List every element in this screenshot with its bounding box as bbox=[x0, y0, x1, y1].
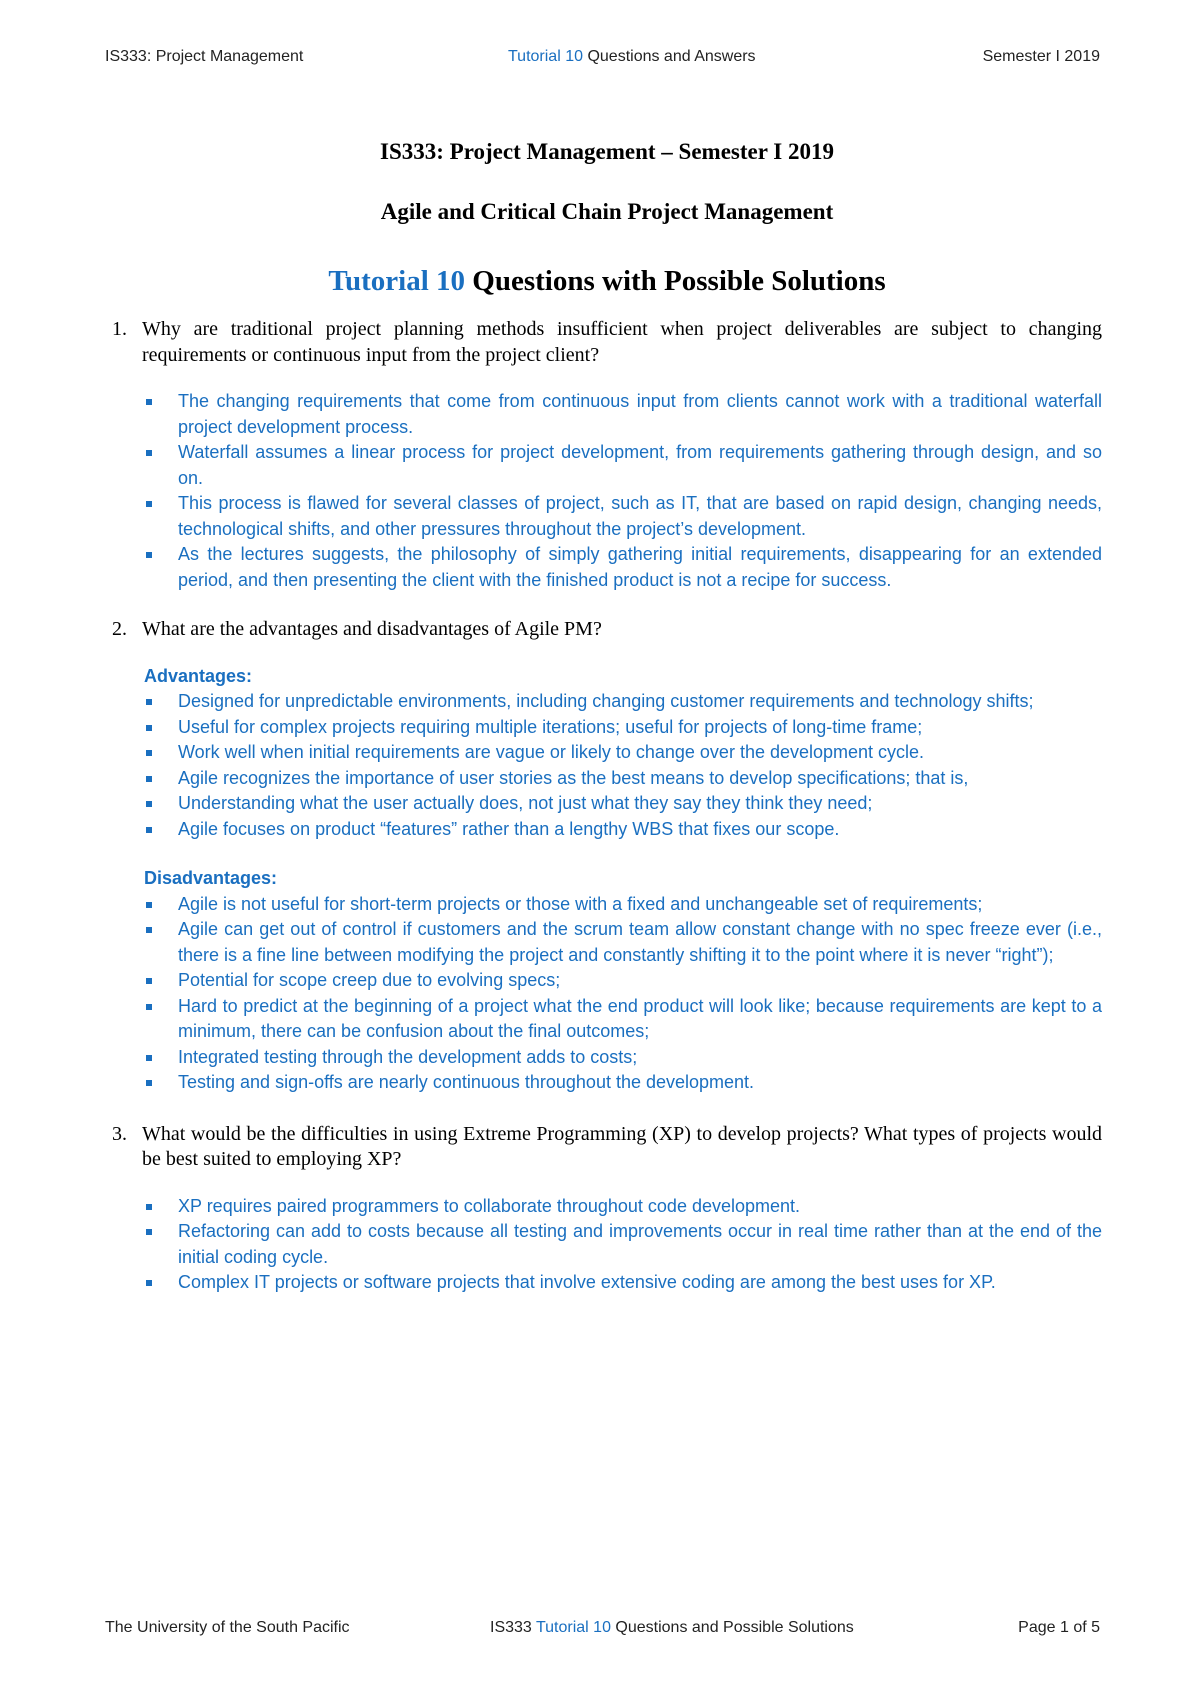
doc-heading bbox=[112, 262, 1102, 312]
header-title-rest: Questions and Answers bbox=[583, 48, 756, 65]
bullet-icon bbox=[146, 1204, 152, 1210]
question-number: 1. bbox=[112, 318, 127, 340]
question-3 bbox=[112, 1122, 1102, 1173]
question-1 bbox=[112, 317, 1102, 368]
list-item: The changing requirements that come from continuous input from clients cannot work with a traditional waterfall project development process. bbox=[112, 389, 1102, 440]
list-item: Agile recognizes the importance of user stories as the best means to develop specifications; that is, bbox=[112, 766, 1102, 792]
bullet-icon bbox=[146, 902, 152, 908]
answer-list-1 bbox=[112, 389, 1102, 593]
bullet-icon bbox=[146, 750, 152, 756]
header-tutorial: Tutorial 10 bbox=[508, 48, 583, 65]
page-header bbox=[105, 48, 1100, 70]
bullet-icon bbox=[146, 801, 152, 807]
bullet-icon bbox=[146, 501, 152, 507]
doc-subtitle: Agile and Critical Chain Project Management bbox=[380, 199, 834, 224]
bullet-icon bbox=[146, 1080, 152, 1086]
bullet-icon bbox=[146, 450, 152, 456]
bullet-icon bbox=[146, 1280, 152, 1286]
footer-title: IS333 Tutorial 10 Questions and Possible Solutions bbox=[490, 1619, 854, 1636]
list-item: Integrated testing through the development adds to costs; bbox=[112, 1045, 1102, 1071]
list-item: Refactoring can add to costs because all testing and improvements occur in real time rather than at the end of the initial coding cycle. bbox=[112, 1219, 1102, 1270]
bullet-icon bbox=[146, 978, 152, 984]
bullet-icon bbox=[146, 1055, 152, 1061]
bullet-icon bbox=[146, 725, 152, 731]
header-semester: Semester I 2019 bbox=[982, 48, 1100, 65]
answer-list-3 bbox=[112, 1194, 1102, 1296]
list-item: XP requires paired programmers to collaborate throughout code development. bbox=[112, 1194, 1102, 1220]
list-item: Hard to predict at the beginning of a project what the end product will look like; because requirements are kept to a minimum, there can be confusion about the final outcomes; bbox=[112, 994, 1102, 1045]
document-body bbox=[112, 136, 1102, 1296]
bullet-icon bbox=[146, 827, 152, 833]
bullet-icon bbox=[146, 776, 152, 782]
doc-title: IS333: Project Management – Semester I 2019 bbox=[380, 139, 834, 164]
advantages-list bbox=[112, 689, 1102, 842]
bullet-icon bbox=[146, 1229, 152, 1235]
disadvantages-list bbox=[112, 892, 1102, 1096]
list-item: As the lectures suggests, the philosophy of simply gathering initial requirements, disappearing for an extended period, and then presenting the client with the finished product is not a recipe for success. bbox=[112, 542, 1102, 593]
list-item: This process is flawed for several classes of project, such as IT, that are based on rapid design, changing needs, technological shifts, and other pressures throughout the project’s development. bbox=[112, 491, 1102, 542]
footer-university: The University of the South Pacific bbox=[105, 1619, 350, 1636]
list-item: Testing and sign-offs are nearly continuous throughout the development. bbox=[112, 1070, 1102, 1096]
question-2 bbox=[112, 617, 1102, 643]
heading-tutorial: Tutorial 10 bbox=[328, 265, 466, 297]
bullet-icon bbox=[146, 1004, 152, 1010]
question-text: Why are traditional project planning methods insufficient when project deliverables are subject to changing requirements or continuous input from the project client? bbox=[142, 318, 1102, 366]
footer-tutorial: Tutorial 10 bbox=[535, 1619, 611, 1636]
list-item: Agile is not useful for short-term projects or those with a fixed and unchangeable set of requirements; bbox=[112, 892, 1102, 918]
bullet-icon bbox=[146, 699, 152, 705]
list-item: Designed for unpredictable environments, including changing customer requirements and technology shifts; bbox=[112, 689, 1102, 715]
bullet-icon bbox=[146, 399, 152, 405]
advantages-label: Advantages: bbox=[144, 665, 253, 686]
question-text: What are the advantages and disadvantages of Agile PM? bbox=[142, 618, 602, 640]
page-number: Page 1 of 5 bbox=[1018, 1619, 1100, 1636]
question-text: What would be the difficulties in using Extreme Programming (XP) to develop projects? What types of projects would be best suited to employing XP? bbox=[142, 1122, 1102, 1170]
question-number: 2. bbox=[112, 618, 127, 640]
list-item: Agile can get out of control if customers and the scrum team allow constant change with no spec freeze ever (i.e., there is a fine line between modifying the project and constantly shifting it to the point where it is never “right”); bbox=[112, 917, 1102, 968]
header-course: IS333: Project Management bbox=[105, 48, 304, 65]
list-item: Useful for complex projects requiring multiple iterations; useful for projects of long-time frame; bbox=[112, 715, 1102, 741]
question-number: 3. bbox=[112, 1122, 127, 1145]
list-item: Complex IT projects or software projects that involve extensive coding are among the best uses for XP. bbox=[112, 1270, 1102, 1296]
list-item: Agile focuses on product “features” rather than a lengthy WBS that fixes our scope. bbox=[112, 817, 1102, 843]
bullet-icon bbox=[146, 552, 152, 558]
header-title bbox=[508, 48, 756, 66]
page-footer bbox=[105, 1619, 1100, 1641]
heading-rest: Questions with Possible Solutions bbox=[465, 265, 886, 297]
list-item: Potential for scope creep due to evolving specs; bbox=[112, 968, 1102, 994]
disadvantages-label: Disadvantages: bbox=[144, 868, 278, 888]
bullet-icon bbox=[146, 927, 152, 933]
list-item: Understanding what the user actually does, not just what they say they think they need; bbox=[112, 791, 1102, 817]
list-item: Waterfall assumes a linear process for project development, from requirements gathering through design, and so on. bbox=[112, 440, 1102, 491]
list-item: Work well when initial requirements are vague or likely to change over the development cycle. bbox=[112, 740, 1102, 766]
